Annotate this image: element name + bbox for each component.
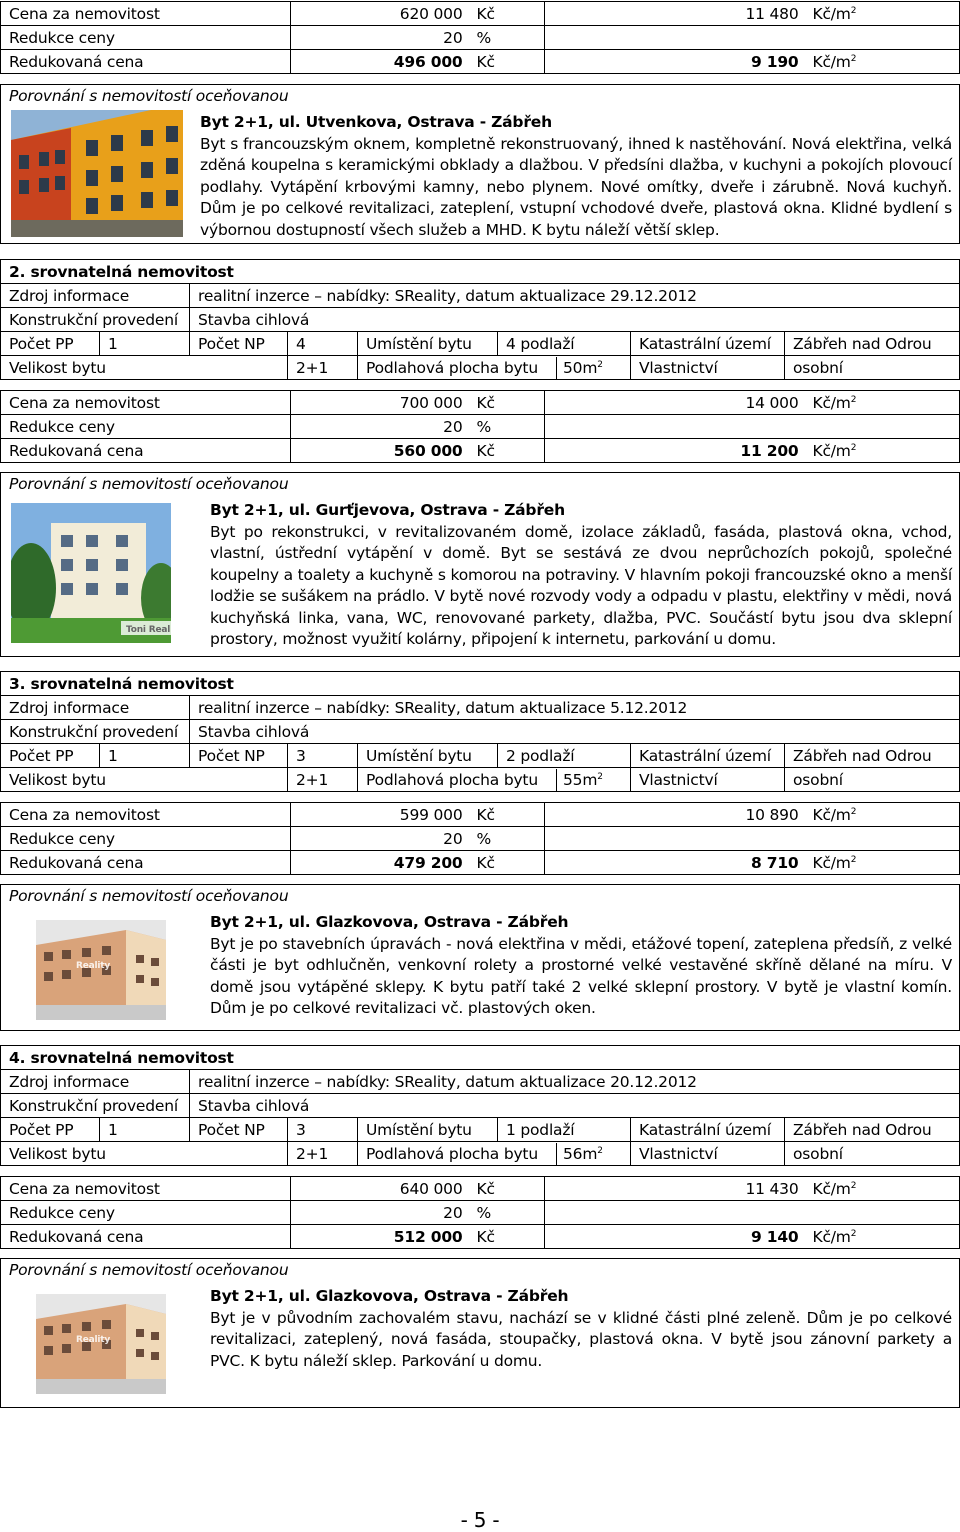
price-label: Cena za nemovitost bbox=[1, 803, 291, 827]
unit-sup: 2 bbox=[850, 53, 857, 64]
size-label: Velikost bytu bbox=[1, 356, 288, 380]
unit-m2: $Kč/m^2$ bbox=[805, 851, 960, 875]
comparison-heading: Porovnání s nemovitostí oceňovanou bbox=[9, 887, 289, 905]
comparison-description bbox=[200, 112, 952, 241]
price-value: 640 000 bbox=[291, 1177, 469, 1201]
cadastre-value: Zábřeh nad Odrou bbox=[785, 1118, 960, 1142]
floors-pp-value: 1 bbox=[100, 744, 190, 768]
floors-np-label: Počet NP bbox=[190, 744, 288, 768]
price-table-1 bbox=[0, 1, 960, 74]
unit-sup: 2 bbox=[850, 5, 857, 16]
floors-np-value: 3 bbox=[288, 744, 358, 768]
property-photo bbox=[11, 110, 183, 237]
cadastre-label: Katastrální území bbox=[631, 744, 785, 768]
size-value: 2+1 bbox=[288, 768, 358, 792]
cadastre-label: Katastrální území bbox=[631, 1118, 785, 1142]
ownership-label: Vlastnictví bbox=[631, 768, 785, 792]
reduced-currency: Kč bbox=[469, 1225, 545, 1249]
comparison-description bbox=[210, 1286, 952, 1372]
comparison-box-2 bbox=[0, 472, 960, 657]
size-label: Velikost bytu bbox=[1, 1142, 288, 1166]
reduction-value: 20 bbox=[291, 415, 469, 439]
reduction-value: 20 bbox=[291, 26, 469, 50]
reduction-value: 20 bbox=[291, 1201, 469, 1225]
reduction-label: Redukce ceny bbox=[1, 1201, 291, 1225]
price-per-m2: 10 890 bbox=[545, 803, 805, 827]
unit-m2: $Kč/m^2$ bbox=[805, 391, 960, 415]
reduction-label: Redukce ceny bbox=[1, 827, 291, 851]
price-currency: Kč bbox=[469, 391, 545, 415]
comparison-text: Byt s francouzským oknem, kompletně rekonstruovaný, ihned k nastěhování. Nová elektřina, velká zděná koupelna s keramickými obklady a dlažbou. V předsíni dlažba, v kuchyni a pokojích plovoucí podlahy. Vytápění krbovými kamny, nebo plynem. Nové omítky, dveře i zárubně. Nová kuchyň. Dům je po celkové revitalizaci, zateplení, vstupní vchodové dveře, plastová okna. Klidné bydlení s výbornou dostupností všech služeb a MHD. K bytu náleží větší sklep. bbox=[200, 134, 952, 239]
reduced-currency: Kč bbox=[469, 439, 545, 463]
construction-label: Konstrukční provedení bbox=[1, 720, 190, 744]
info-table-3 bbox=[0, 671, 960, 792]
area-label-cell bbox=[358, 1142, 631, 1166]
location-label: Umístění bytu bbox=[358, 1118, 498, 1142]
comparison-box-1 bbox=[0, 84, 960, 244]
area-value: $56m^2$ bbox=[563, 1144, 603, 1163]
reduced-per-m2: 8 710 bbox=[545, 851, 805, 875]
reduced-per-m2: 9 190 bbox=[545, 50, 805, 74]
price-per-m2: 11 480 bbox=[545, 2, 805, 26]
location-value: 4 podlaží bbox=[498, 332, 631, 356]
price-table-4 bbox=[0, 1176, 960, 1249]
property-photo bbox=[11, 503, 171, 643]
comparison-description bbox=[210, 500, 952, 651]
price-table-3 bbox=[0, 802, 960, 875]
construction-label: Konstrukční provedení bbox=[1, 1094, 190, 1118]
info-table-2 bbox=[0, 259, 960, 380]
reduced-value: 512 000 bbox=[291, 1225, 469, 1249]
comparison-title: Byt 2+1, ul. Glazkovova, Ostrava - Zábřeh bbox=[210, 1287, 569, 1305]
area-value: $50m^2$ bbox=[563, 358, 603, 377]
reduction-pct: % bbox=[469, 415, 545, 439]
location-label: Umístění bytu bbox=[358, 332, 498, 356]
reduced-value: 496 000 bbox=[291, 50, 469, 74]
unit-m2: $Kč/m^2$ bbox=[805, 439, 960, 463]
price-label: Cena za nemovitost bbox=[1, 2, 291, 26]
comparable-heading: 3. srovnatelná nemovitost bbox=[1, 672, 960, 696]
reduced-currency: Kč bbox=[469, 851, 545, 875]
cadastre-label: Katastrální území bbox=[631, 332, 785, 356]
comparison-text: Byt je v původním zachovalém stavu, nachází se v klidné části plné zeleně. Dům je po celkové revitalizaci, zateplený, nová fasáda, stoupačky, plastová okna. V bytě jsou zánovní parkety a PVC. K bytu náleží sklep. Parkování u domu. bbox=[210, 1308, 952, 1370]
unit-m2: Kč/m bbox=[812, 52, 851, 71]
reduction-value: 20 bbox=[291, 827, 469, 851]
location-value: 1 podlaží bbox=[498, 1118, 631, 1142]
ownership-value: osobní bbox=[785, 1142, 960, 1166]
floors-np-label: Počet NP bbox=[190, 1118, 288, 1142]
price-currency: Kč bbox=[469, 803, 545, 827]
comparison-description bbox=[210, 912, 952, 1020]
source-value: realitní inzerce – nabídky: SReality, datum aktualizace 5.12.2012 bbox=[190, 696, 960, 720]
floors-np-value: 4 bbox=[288, 332, 358, 356]
cadastre-value: Zábřeh nad Odrou bbox=[785, 332, 960, 356]
unit-m2: Kč/m bbox=[812, 4, 851, 23]
location-value: 2 podlaží bbox=[498, 744, 631, 768]
price-value: 620 000 bbox=[291, 2, 469, 26]
area-value: $55m^2$ bbox=[563, 770, 603, 789]
reduction-pct: % bbox=[469, 1201, 545, 1225]
area-label: Podlahová plocha bytu bbox=[358, 769, 557, 791]
location-label: Umístění bytu bbox=[358, 744, 498, 768]
reduction-label: Redukce ceny bbox=[1, 26, 291, 50]
area-label: Podlahová plocha bytu bbox=[358, 357, 557, 379]
cadastre-value: Zábřeh nad Odrou bbox=[785, 744, 960, 768]
price-label: Cena za nemovitost bbox=[1, 1177, 291, 1201]
comparison-heading: Porovnání s nemovitostí oceňovanou bbox=[9, 475, 289, 493]
comparison-box-3 bbox=[0, 884, 960, 1031]
comparison-text: Byt po rekonstrukci, v revitalizovaném domě, izolace základů, fasáda, plastová okna, vchod, vlastní, ústřední vytápění v domě. Byt se sestává ze dvou neprůchozích pokojů, společné koupelny a toalety a kuchyně s komorou na potraviny. V hlavním pokoji francouzské okno a menší lodžie se sušákem na prádlo. V bytě nové rozvody vody a odpadu v plastu, elektřiny v mědi, nová kuchyňská linka, vana, WC, renovované parkety, dlažba, PVC. Součástí bytu jsou dva sklepní prostory, možnost využití kolárny, připojení k internetu, parkování u domu. bbox=[210, 522, 952, 648]
comparable-heading: 4. srovnatelná nemovitost bbox=[1, 1046, 960, 1070]
area-label: Podlahová plocha bytu bbox=[358, 1143, 557, 1165]
price-table-2 bbox=[0, 390, 960, 463]
ownership-value: osobní bbox=[785, 768, 960, 792]
unit-m2: $Kč/m^2$ bbox=[805, 1177, 960, 1201]
property-photo bbox=[36, 920, 166, 1020]
ownership-label: Vlastnictví bbox=[631, 1142, 785, 1166]
size-value: 2+1 bbox=[288, 356, 358, 380]
price-value: 599 000 bbox=[291, 803, 469, 827]
source-value: realitní inzerce – nabídky: SReality, datum aktualizace 20.12.2012 bbox=[190, 1070, 960, 1094]
unit-m2: $Kč/m^2$ bbox=[805, 803, 960, 827]
comparable-heading: 2. srovnatelná nemovitost bbox=[1, 260, 960, 284]
floors-pp-label: Počet PP bbox=[1, 1118, 100, 1142]
reduced-label: Redukovaná cena bbox=[1, 50, 291, 74]
reduced-per-m2: 11 200 bbox=[545, 439, 805, 463]
comparison-text: Byt je po stavebních úpravách - nová elektřina v mědi, etážové topení, zateplena předsíň, z velké části je byt odhlučněn, venkovní rolety a prostorné velké vestavěné skříně dělané na míru. V domě jsou vytápěné sklepy. K bytu patří také 2 velké sklepní prostory. V bytě je vlastní komín. Dům je po celkové revitalizaci vč. plastových oken. bbox=[210, 934, 952, 1017]
photo-watermark: Toni Real bbox=[126, 625, 171, 635]
comparison-title: Byt 2+1, ul. Utvenkova, Ostrava - Zábřeh bbox=[200, 113, 552, 131]
floors-pp-label: Počet PP bbox=[1, 744, 100, 768]
photo-watermark: Reality bbox=[76, 961, 111, 971]
price-label: Cena za nemovitost bbox=[1, 391, 291, 415]
construction-label: Konstrukční provedení bbox=[1, 308, 190, 332]
source-label: Zdroj informace bbox=[1, 696, 190, 720]
source-value: realitní inzerce – nabídky: SReality, datum aktualizace 29.12.2012 bbox=[190, 284, 960, 308]
reduction-pct: % bbox=[469, 26, 545, 50]
floors-np-value: 3 bbox=[288, 1118, 358, 1142]
reduction-pct: % bbox=[469, 827, 545, 851]
price-currency: Kč bbox=[469, 2, 545, 26]
floors-pp-value: 1 bbox=[100, 332, 190, 356]
construction-value: Stavba cihlová bbox=[190, 720, 960, 744]
source-label: Zdroj informace bbox=[1, 1070, 190, 1094]
reduced-label: Redukovaná cena bbox=[1, 439, 291, 463]
info-table-4 bbox=[0, 1045, 960, 1166]
area-label-cell bbox=[358, 768, 631, 792]
reduced-label: Redukovaná cena bbox=[1, 1225, 291, 1249]
floors-pp-value: 1 bbox=[100, 1118, 190, 1142]
construction-value: Stavba cihlová bbox=[190, 308, 960, 332]
unit-m2: $Kč/m^2$ bbox=[805, 1225, 960, 1249]
reduced-per-m2: 9 140 bbox=[545, 1225, 805, 1249]
price-per-m2: 14 000 bbox=[545, 391, 805, 415]
page-number: - 5 - bbox=[460, 1508, 500, 1532]
photo-watermark: Reality bbox=[76, 1335, 111, 1345]
price-currency: Kč bbox=[469, 1177, 545, 1201]
size-label: Velikost bytu bbox=[1, 768, 288, 792]
area-label-cell bbox=[358, 356, 631, 380]
size-value: 2+1 bbox=[288, 1142, 358, 1166]
reduced-value: 479 200 bbox=[291, 851, 469, 875]
comparison-heading: Porovnání s nemovitostí oceňovanou bbox=[9, 1261, 289, 1279]
comparison-box-4 bbox=[0, 1258, 960, 1408]
price-per-m2: 11 430 bbox=[545, 1177, 805, 1201]
reduced-currency: Kč bbox=[469, 50, 545, 74]
price-value: 700 000 bbox=[291, 391, 469, 415]
ownership-value: osobní bbox=[785, 356, 960, 380]
reduction-label: Redukce ceny bbox=[1, 415, 291, 439]
comparison-title: Byt 2+1, ul. Glazkovova, Ostrava - Zábřeh bbox=[210, 913, 569, 931]
floors-pp-label: Počet PP bbox=[1, 332, 100, 356]
reduced-label: Redukovaná cena bbox=[1, 851, 291, 875]
property-photo bbox=[36, 1294, 166, 1394]
source-label: Zdroj informace bbox=[1, 284, 190, 308]
ownership-label: Vlastnictví bbox=[631, 356, 785, 380]
comparison-heading: Porovnání s nemovitostí oceňovanou bbox=[9, 87, 289, 105]
construction-value: Stavba cihlová bbox=[190, 1094, 960, 1118]
reduced-value: 560 000 bbox=[291, 439, 469, 463]
comparison-title: Byt 2+1, ul. Gurťjevova, Ostrava - Zábřeh bbox=[210, 501, 565, 519]
floors-np-label: Počet NP bbox=[190, 332, 288, 356]
